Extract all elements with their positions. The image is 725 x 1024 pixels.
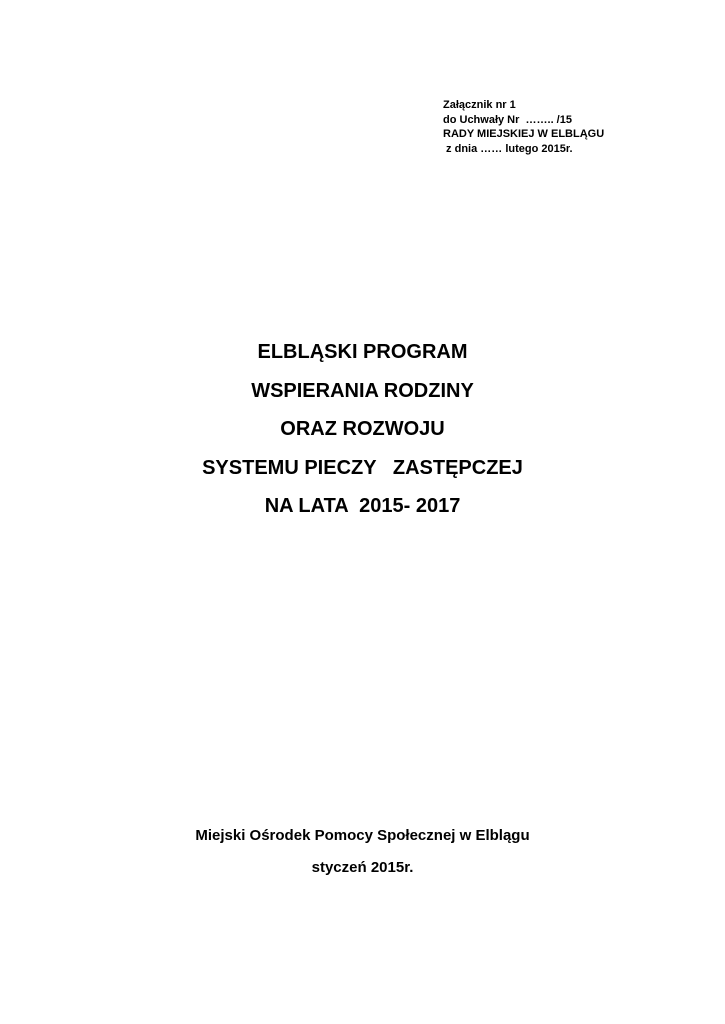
resolution-date: z dnia …… lutego 2015r.: [443, 142, 573, 155]
title-line-2: WSPIERANIA RODZINY: [251, 379, 474, 402]
title-line-4: SYSTEMU PIECZY ZASTĘPCZEJ: [202, 456, 523, 479]
title-line-3: ORAZ ROZWOJU: [280, 418, 445, 440]
title-line-1: ELBLĄSKI PROGRAM: [257, 341, 468, 363]
document-date: styczeń 2015r.: [311, 859, 414, 876]
document-title: [0, 333, 725, 526]
institution-name: Miejski Ośrodek Pomocy Społecznej w Elblągu: [195, 827, 530, 844]
annex-header: [443, 98, 713, 156]
title-line-5: NA LATA 2015- 2017: [264, 495, 461, 517]
resolution-number: do Uchwały Nr …….. /15: [443, 113, 572, 126]
council-name: RADY MIEJSKIEJ W ELBLĄGU: [443, 128, 605, 140]
annex-number: Załącznik nr 1: [443, 99, 516, 111]
document-footer: [0, 826, 725, 878]
